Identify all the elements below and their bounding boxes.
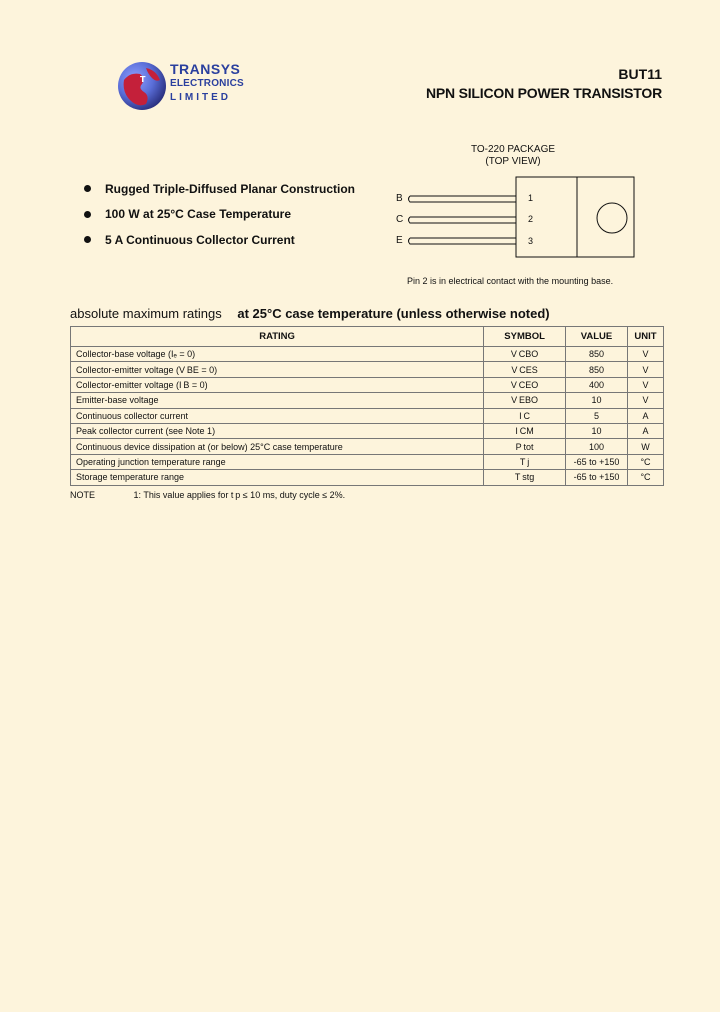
list-item <box>84 202 355 228</box>
unit-cell: °C <box>627 470 663 485</box>
rating-cell: Emitter-base voltage <box>71 393 484 408</box>
unit-cell: W <box>627 439 663 454</box>
feature-text: 5 A Continuous Collector Current <box>105 232 295 247</box>
rating-cell: Collector-base voltage (Iₑ = 0) <box>71 347 484 362</box>
package-title <box>452 144 574 168</box>
ratings-condition: at 25°C case temperature (unless otherwise noted) <box>237 306 550 321</box>
pin-number-2: 2 <box>528 214 534 224</box>
package-title-line2: (TOP VIEW) <box>485 156 541 167</box>
svg-text:T: T <box>140 75 146 84</box>
bullet-icon <box>84 185 91 192</box>
pin-label-b: B <box>396 193 403 204</box>
column-header-unit: UNIT <box>627 327 663 347</box>
value-cell: 850 <box>566 362 628 377</box>
ratings-heading-text: absolute maximum ratings <box>70 306 222 321</box>
rating-cell: Collector-emitter voltage (V BE = 0) <box>71 362 484 377</box>
column-header-value: VALUE <box>566 327 628 347</box>
list-item <box>84 176 355 202</box>
value-cell: -65 to +150 <box>566 470 628 485</box>
pin-number-1: 1 <box>528 193 534 203</box>
lead-3 <box>409 238 517 244</box>
unit-cell: V <box>627 377 663 392</box>
footnote-number: 1: <box>133 490 142 500</box>
ratings-table <box>70 326 664 486</box>
package-body <box>516 177 634 257</box>
value-cell: 5 <box>566 408 628 423</box>
symbol-cell: I C <box>484 408 566 423</box>
symbol-cell: V CBO <box>484 347 566 362</box>
rating-cell: Continuous collector current <box>71 408 484 423</box>
lead-2 <box>409 217 517 223</box>
table-header-row <box>71 327 664 347</box>
column-header-symbol: SYMBOL <box>484 327 566 347</box>
rating-cell: Collector-emitter voltage (I B = 0) <box>71 377 484 392</box>
symbol-cell: T stg <box>484 470 566 485</box>
ratings-heading <box>70 306 550 321</box>
table-row <box>71 439 664 454</box>
footnote-label: NOTE <box>70 490 96 500</box>
unit-cell: V <box>627 347 663 362</box>
value-cell: 10 <box>566 393 628 408</box>
package-diagram <box>390 170 640 270</box>
symbol-cell: V EBO <box>484 393 566 408</box>
unit-cell: V <box>627 362 663 377</box>
package-title-line1: TO-220 PACKAGE <box>470 144 556 155</box>
symbol-cell: I CM <box>484 423 566 438</box>
table-row <box>71 362 664 377</box>
bullet-icon <box>84 211 91 218</box>
table-row <box>71 454 664 469</box>
unit-cell: A <box>627 408 663 423</box>
table-row <box>71 408 664 423</box>
unit-cell: °C <box>627 454 663 469</box>
table-row <box>71 423 664 438</box>
company-name-line3: LIMITED <box>170 92 231 103</box>
globe-logo-icon <box>116 58 168 114</box>
pin-number-3: 3 <box>528 236 534 246</box>
feature-text: 100 W at 25°C Case Temperature <box>105 207 291 222</box>
symbol-cell: V CES <box>484 362 566 377</box>
table-row <box>71 347 664 362</box>
rating-cell: Storage temperature range <box>71 470 484 485</box>
feature-list <box>84 176 355 253</box>
bullet-icon <box>84 236 91 243</box>
list-item <box>84 227 355 253</box>
value-cell: 100 <box>566 439 628 454</box>
page-title: NPN SILICON POWER TRANSISTOR <box>425 85 662 101</box>
value-cell: -65 to +150 <box>566 454 628 469</box>
symbol-cell: V CEO <box>484 377 566 392</box>
company-name-line1: TRANSYS <box>170 61 241 77</box>
pin-label-c: C <box>396 214 404 225</box>
column-header-rating: RATING <box>71 327 484 347</box>
company-logo <box>116 58 246 114</box>
part-number: BUT11 <box>618 66 662 82</box>
pin-note: Pin 2 is in electrical contact with the mounting base. <box>407 276 614 286</box>
company-name <box>170 62 244 103</box>
symbol-cell: T j <box>484 454 566 469</box>
footnote <box>70 490 345 500</box>
rating-cell: Operating junction temperature range <box>71 454 484 469</box>
symbol-cell: P tot <box>484 439 566 454</box>
rating-cell: Peak collector current (see Note 1) <box>71 423 484 438</box>
value-cell: 10 <box>566 423 628 438</box>
pin-label-e: E <box>396 235 403 246</box>
table-row <box>71 470 664 485</box>
rating-cell: Continuous device dissipation at (or below) 25°C case temperature <box>71 439 484 454</box>
table-row <box>71 393 664 408</box>
footnote-text: This value applies for t p ≤ 10 ms, duty cycle ≤ 2%. <box>143 490 346 500</box>
unit-cell: A <box>627 423 663 438</box>
value-cell: 400 <box>566 377 628 392</box>
table-row <box>71 377 664 392</box>
lead-1 <box>409 196 517 202</box>
unit-cell: V <box>627 393 663 408</box>
feature-text: Rugged Triple-Diffused Planar Construction <box>105 181 356 196</box>
value-cell: 850 <box>566 347 628 362</box>
company-name-line2: ELECTRONICS <box>170 78 244 89</box>
